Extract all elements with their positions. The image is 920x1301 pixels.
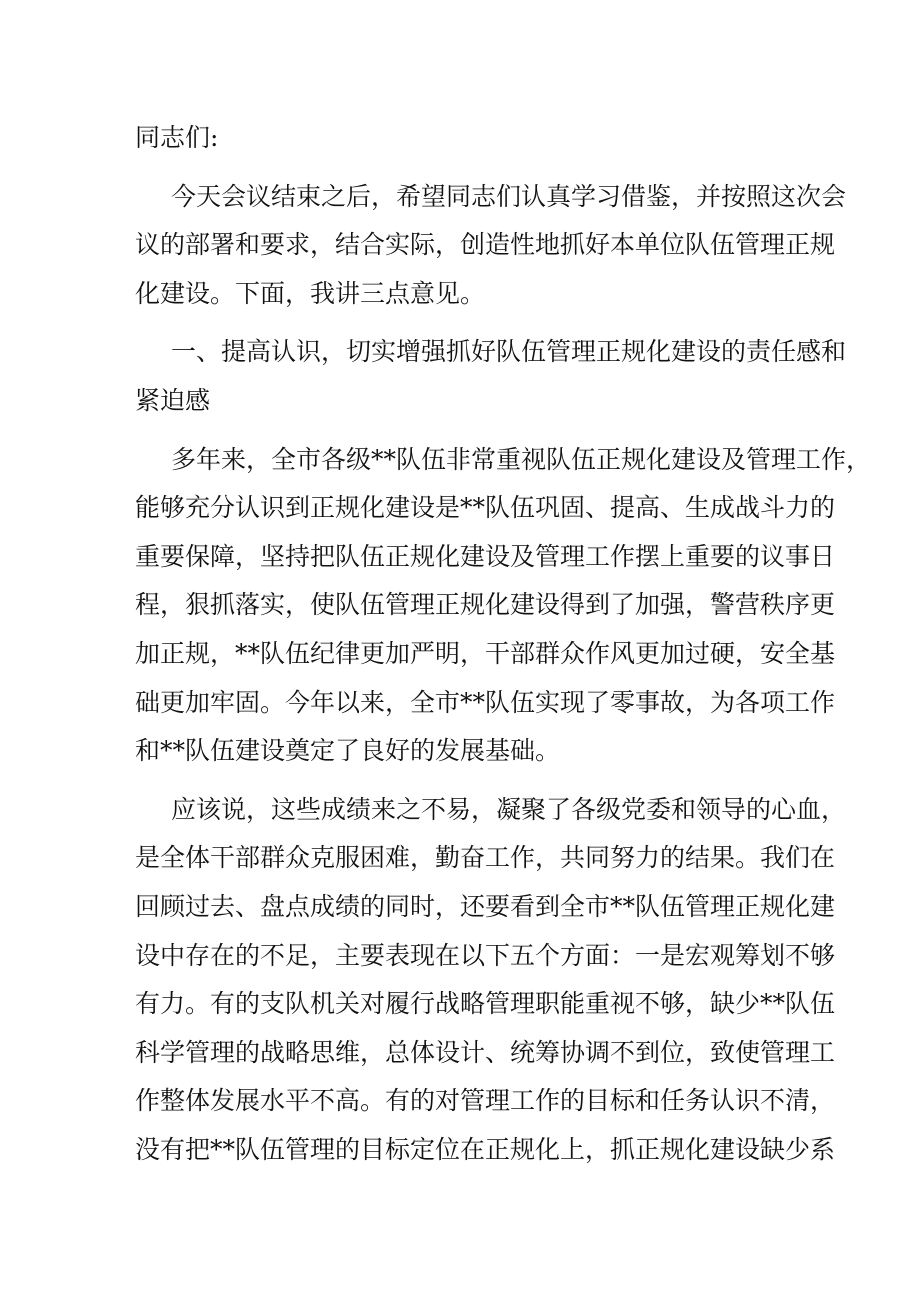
- paragraph-line: 科学管理的战略思维，总体设计、统筹协调不到位，致使管理工: [135, 1037, 836, 1067]
- paragraph-line: 是全体干部群众克服困难，勤奋工作，共同努力的结果。我们在: [135, 843, 836, 873]
- paragraph-line: 作整体发展水平不高。有的对管理工作的目标和任务认识不清，: [135, 1086, 836, 1116]
- paragraph-line: 和**队伍建设奠定了良好的发展基础。: [135, 736, 561, 766]
- paragraph-line: 多年来，全市各级**队伍非常重视队伍正规化建设及管理工作，: [171, 444, 872, 474]
- paragraph-line: 应该说，这些成绩来之不易，凝聚了各级党委和领导的心血，: [171, 794, 847, 824]
- paragraph-line: 回顾过去、盘点成绩的同时，还要看到全市**队伍管理正规化建: [135, 891, 836, 921]
- paragraph-line: 础更加牢固。今年以来，全市**队伍实现了零事故，为各项工作: [135, 687, 836, 717]
- salutation-line: 同志们:: [135, 123, 219, 152]
- paragraph-line: 今天会议结束之后，希望同志们认真学习借鉴，并按照这次会: [171, 181, 847, 211]
- paragraph-line: 重要保障，坚持把队伍正规化建设及管理工作摆上重要的议事日: [135, 541, 836, 571]
- paragraph-line: 有力。有的支队机关对履行战略管理职能重视不够，缺少**队伍: [135, 989, 836, 1019]
- heading-line: 紧迫感: [135, 385, 211, 415]
- paragraph-line: 没有把**队伍管理的目标定位在正规化上，抓正规化建设缺少系: [135, 1134, 836, 1164]
- paragraph-line: 程，狠抓落实，使队伍管理正规化建设得到了加强，警营秩序更: [135, 590, 836, 620]
- paragraph-shortcomings: [135, 786, 847, 1175]
- paragraph-line: 加正规，**队伍纪律更加严明，干部群众作风更加过硬，安全基: [135, 638, 836, 668]
- paragraph-intro: [135, 173, 847, 319]
- section-heading-1: [135, 328, 847, 425]
- paragraph-line: 化建设。下面，我讲三点意见。: [135, 278, 486, 308]
- paragraph-line: 设中存在的不足，主要表现在以下五个方面：一是宏观筹划不够: [135, 940, 836, 970]
- paragraph-achievements: [135, 436, 872, 776]
- paragraph-line: 能够充分认识到正规化建设是**队伍巩固、提高、生成战斗力的: [135, 493, 836, 523]
- salutation: [135, 114, 795, 163]
- heading-line: 一、提高认识，切实增强抓好队伍管理正规化建设的责任感和: [171, 337, 847, 367]
- document-body: [135, 114, 872, 1174]
- paragraph-line: 议的部署和要求，结合实际，创造性地抓好本单位队伍管理正规: [135, 230, 836, 260]
